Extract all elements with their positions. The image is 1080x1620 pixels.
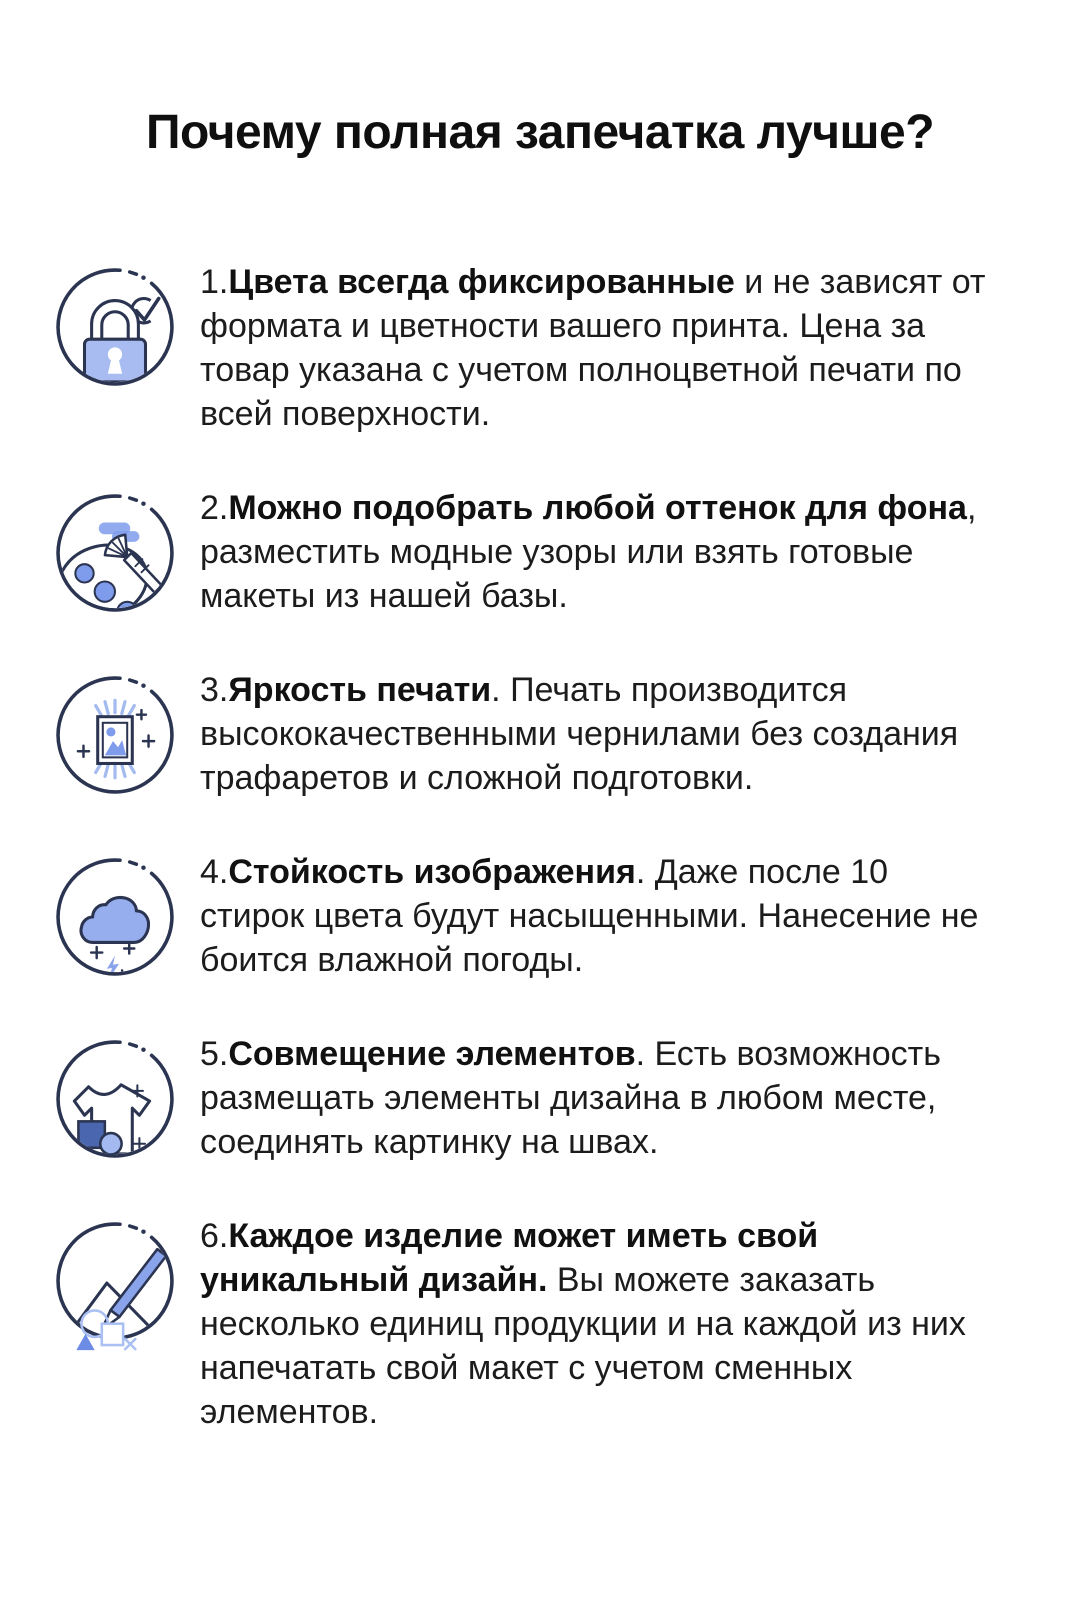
item-number: 4. <box>200 853 229 891</box>
item-number: 1. <box>200 263 229 301</box>
item-rest: , разместить модные узоры или взять готовые макеты из нашей базы. <box>200 489 977 615</box>
list-item-5 <box>0 1032 1080 1164</box>
item-number: 5. <box>200 1035 229 1073</box>
item-rest: . Даже после 10 стирок цвета будут насыщенными. Нанесение не боится влажной погоды. <box>200 853 979 979</box>
tshirt-elements-icon <box>54 1038 176 1160</box>
item-text <box>200 486 1000 618</box>
item-text <box>200 668 1000 800</box>
list-item-1 <box>0 260 1080 436</box>
item-bold: Стойкость изображения <box>228 853 636 891</box>
item-bold: Каждое изделие может иметь свой уникальный дизайн. <box>200 1217 819 1299</box>
item-text <box>200 1214 1000 1434</box>
item-rest: Вы можете заказать несколько единиц продукции и на каждой из них напечатать свой макет с учетом сменных элементов. <box>200 1261 966 1431</box>
list-item-6 <box>0 1214 1080 1434</box>
item-number: 3. <box>200 671 229 709</box>
item-text <box>200 1032 1000 1164</box>
item-rest: . Печать производится высококачественными чернилами без создания трафаретов и сложной подготовки. <box>200 671 959 797</box>
item-number: 6. <box>200 1217 229 1255</box>
item-rest: и не зависят от формата и цветности вашего принта. Цена за товар указана с учетом полноцветной печати по всей поверхности. <box>200 263 986 433</box>
weather-cloud-icon <box>54 856 176 978</box>
item-number: 2. <box>200 489 229 527</box>
list-item-4 <box>0 850 1080 982</box>
item-bold: Цвета всегда фиксированные <box>228 263 735 301</box>
list-item-3 <box>0 668 1080 800</box>
palette-brush-icon <box>54 492 176 614</box>
list-item-2 <box>0 486 1080 618</box>
item-text <box>200 850 1000 982</box>
bright-image-icon <box>54 674 176 796</box>
item-text <box>200 260 1000 436</box>
item-rest: . Есть возможность размещать элементы дизайна в любом месте, соединять картинку на швах. <box>200 1035 941 1161</box>
benefits-list <box>0 260 1080 1434</box>
item-bold: Совмещение элементов <box>228 1035 636 1073</box>
lock-check-icon <box>54 266 176 388</box>
item-bold: Яркость печати <box>228 671 492 709</box>
item-bold: Можно подобрать любой оттенок для фона <box>228 489 967 527</box>
page-title: Почему полная запечатка лучше? <box>145 106 935 159</box>
pencil-design-icon <box>54 1220 176 1342</box>
